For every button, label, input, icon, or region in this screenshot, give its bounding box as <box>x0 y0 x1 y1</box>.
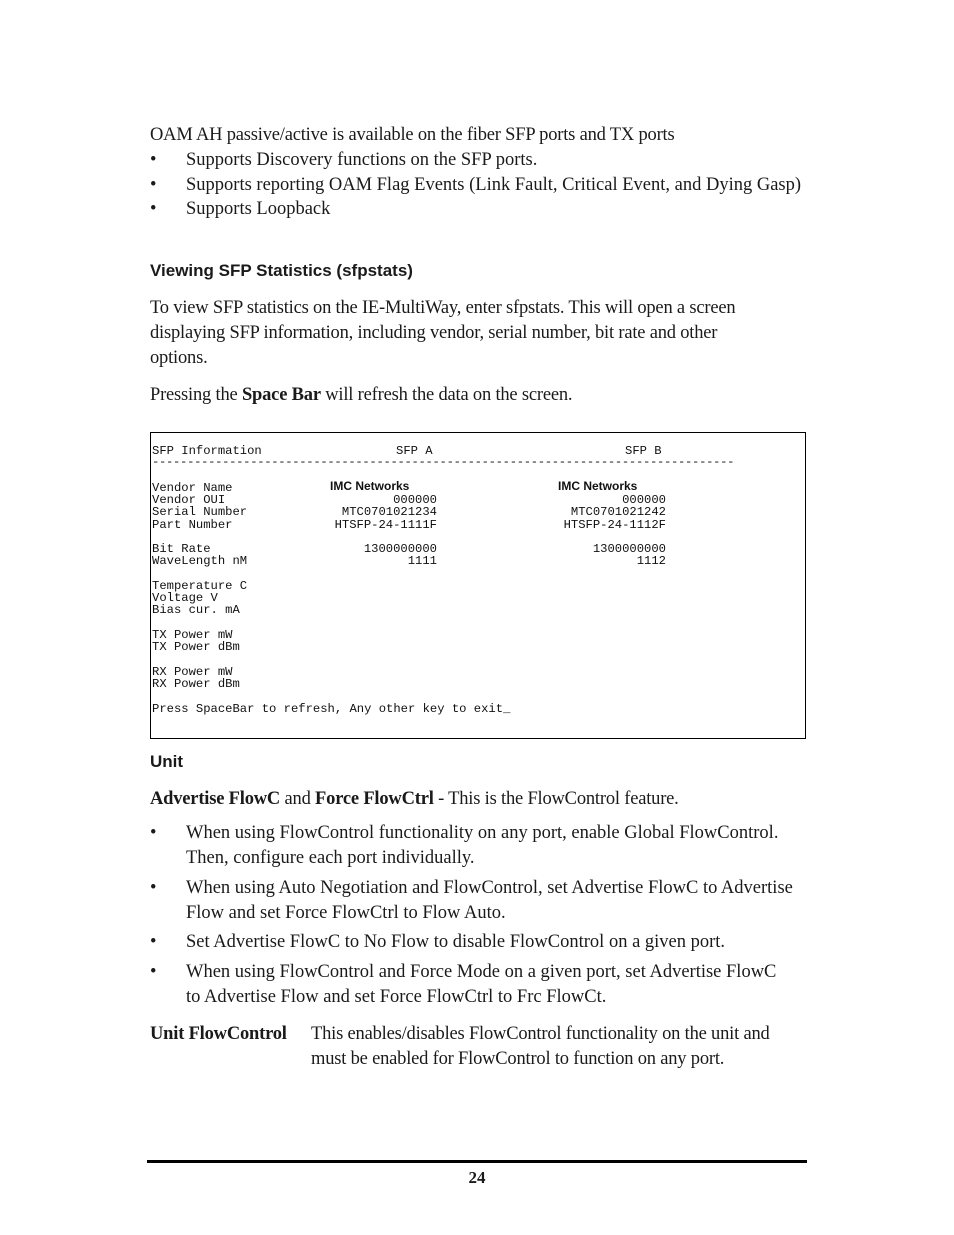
bullet-icon: • <box>150 823 157 843</box>
flow-bullet-line: Flow and set Force FlowCtrl to Flow Auto. <box>186 903 506 923</box>
row-label: WaveLength nM <box>152 554 248 568</box>
intro-bullet-text: Supports Loopback <box>186 199 331 219</box>
row-label: RX Power dBm <box>152 677 240 691</box>
section-heading-sfpstats: Viewing SFP Statistics (sfpstats) <box>150 261 413 280</box>
section-heading-unit: Unit <box>150 752 184 771</box>
bullet-icon: • <box>150 962 157 982</box>
value-b: MTC0701021242 <box>570 505 666 519</box>
bullet-icon: • <box>150 878 157 898</box>
terminal-col-a: SFP A <box>396 444 433 458</box>
flow-intro <box>150 787 679 812</box>
value-b: 1112 <box>636 554 666 568</box>
vendor-a: IMC Networks <box>330 479 410 493</box>
flow-bullet-line: Then, configure each port individually. <box>186 848 475 868</box>
terminal-col-b: SFP B <box>625 444 662 458</box>
page-number: 24 <box>468 1168 486 1187</box>
flow-term-force: Force FlowCtrl <box>315 789 434 809</box>
flow-bullet-line: When using FlowControl and Force Mode on a given port, set Advertise FlowC <box>186 962 777 982</box>
flow-bullet-line: When using Auto Negotiation and FlowControl, set Advertise FlowC to Advertise <box>186 878 793 898</box>
bullet-icon: • <box>150 932 157 952</box>
prompt-text: Press SpaceBar to refresh, Any other key to exit <box>152 702 504 716</box>
row-label: Serial Number <box>152 505 248 519</box>
flow-and: and <box>280 789 316 809</box>
row-label: TX Power mW <box>152 628 233 642</box>
flow-bullet-line: to Advertise Flow and set Force FlowCtrl to Frc FlowCt. <box>186 987 607 1007</box>
value-b: HTSFP-24-1112F <box>563 518 666 532</box>
footer-rule <box>147 1160 807 1163</box>
row-label: Bias cur. mA <box>152 603 240 617</box>
flow-term-advertise: Advertise FlowC <box>150 789 281 809</box>
row-label: Temperature C <box>152 579 248 593</box>
sfp-paragraph-line: To view SFP statistics on the IE-MultiWay, enter sfpstats. This will open a screen <box>150 298 736 318</box>
row-label: TX Power dBm <box>152 640 240 654</box>
spacebar-paragraph <box>150 383 572 408</box>
row-label: RX Power mW <box>152 665 233 679</box>
vendor-b: IMC Networks <box>558 479 638 493</box>
terminal-divider: ----------------------------------------------------------------------------------- <box>152 456 735 468</box>
sfp-paragraph-line: options. <box>150 348 208 368</box>
value-b: 000000 <box>622 493 666 507</box>
value-a: HTSFP-24-1111F <box>334 518 437 532</box>
flow-bullet-line: Set Advertise FlowC to No Flow to disable FlowControl on a given port. <box>186 932 726 952</box>
cursor-icon: _ <box>503 702 511 716</box>
row-label: Voltage V <box>152 591 218 605</box>
flow-bullet-line: When using FlowControl functionality on any port, enable Global FlowControl. <box>186 823 779 843</box>
unit-flowcontrol-desc-line: must be enabled for FlowControl to function on any port. <box>311 1049 725 1069</box>
row-label: Bit Rate <box>152 542 211 556</box>
value-b: 1300000000 <box>592 542 666 556</box>
value-a: 1111 <box>407 554 437 568</box>
spacebar-suffix: will refresh the data on the screen. <box>320 385 573 405</box>
flow-desc: - This is the FlowControl feature. <box>433 789 679 809</box>
bullet-icon: • <box>150 199 157 219</box>
intro-bullet-text: Supports Discovery functions on the SFP ports. <box>186 150 538 170</box>
value-a: MTC0701021234 <box>341 505 437 519</box>
terminal-prompt <box>152 703 510 715</box>
intro-text: OAM AH passive/active is available on the fiber SFP ports and TX ports <box>150 125 675 145</box>
unit-flowcontrol-desc-line: This enables/disables FlowControl functionality on the unit and <box>311 1024 770 1044</box>
row-label: Part Number <box>152 518 233 532</box>
unit-flowcontrol-label: Unit FlowControl <box>150 1024 287 1044</box>
row-label: Vendor OUI <box>152 493 226 507</box>
spacebar-bold: Space Bar <box>241 385 321 405</box>
value-a: 000000 <box>393 493 437 507</box>
bullet-icon: • <box>150 150 157 170</box>
intro-bullet-text: Supports reporting OAM Flag Events (Link Fault, Critical Event, and Dying Gasp) <box>186 175 802 195</box>
sfp-paragraph-line: displaying SFP information, including vendor, serial number, bit rate and other <box>150 323 718 343</box>
row-label: Vendor Name <box>152 481 233 495</box>
bullet-icon: • <box>150 175 157 195</box>
terminal-header-label: SFP Information <box>152 444 262 458</box>
spacebar-prefix: Pressing the <box>150 385 242 405</box>
sfp-terminal-screenshot <box>150 432 806 739</box>
value-a: 1300000000 <box>363 542 437 556</box>
